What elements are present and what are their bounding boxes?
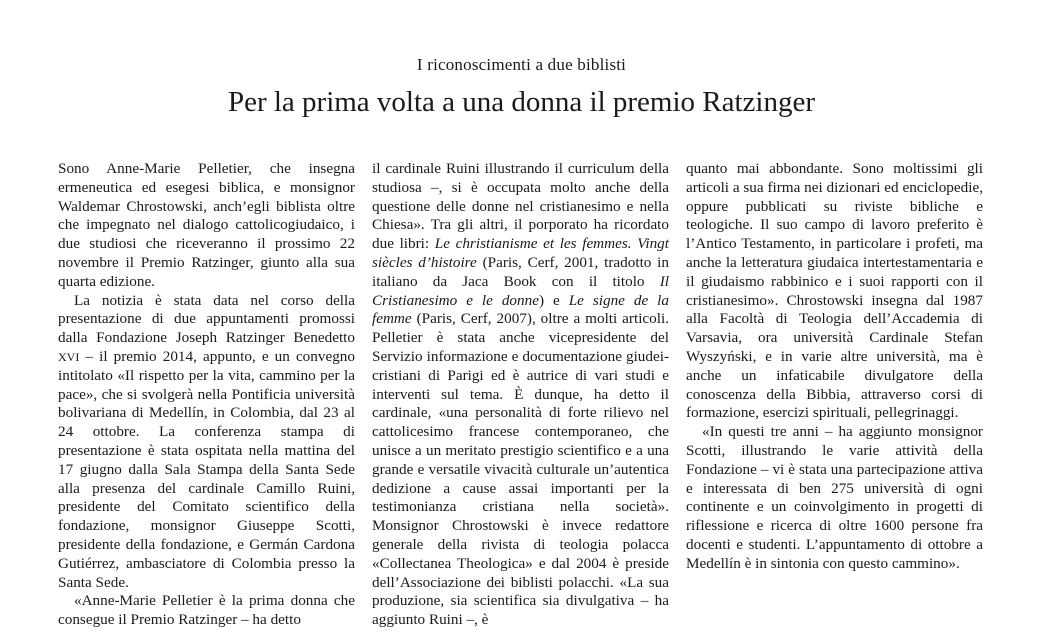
article-kicker: I riconoscimenti a due biblisti (416, 55, 627, 74)
text-run: il cardinale Ruini illustrando il curriculum della studiosa –, si è occupata molto anche della questione delle donne nel cristianesimo e nella Chiesa». Tra gli altri, il porporato ha ricordato due libri: (372, 160, 669, 253)
paragraph: «Anne-Marie Pelletier è la prima donna che consegue il Premio Ratzinger – ha detto (58, 592, 355, 629)
text-run: La notizia è stata data nel corso della presentazione di due appuntamenti promossi dalla Fondazione Joseph Ratzinger Benedetto (58, 291, 355, 347)
article-headline: Per la prima volta a una donna il premio Ratzinger (227, 86, 816, 118)
text-run: (Paris, Cerf, 2007), oltre a molti articoli. Pelletier è stata anche vicepresidente del Servizio informazione e documentazione giudei-cristiani di Parigi ed è autrice di vari studi e interventi sul tema. È dunque, ha detto il cardinale, «una personalità di forte rilievo nel cattolicesimo francese contemporaneo, che unisce a un meritato prestigio scientifico e a una grande e versatile vivacità culturale un’autentica dedizione a cause assai importanti per la testimonianza cristiana nella società». Monsignor Chrostowski è invece redattore generale della rivista di teologia polacca «Collectanea Theologica» e dal 2004 è preside dell’Associazione dei biblisti polacchi. «La sua produzione, sia scientifica sia divulgativa – ha aggiunto Ruini –, è (372, 310, 669, 629)
book-title: Il Cristianesimo e le donne (372, 272, 669, 309)
text-run: – il premio 2014, appunto, e un convegno intitolato «Il rispetto per la vita, cammino per la pace», che si svolgerà nella Pontificia università bolivariana di Medellín, in Colombia, dal 23 al 24 ottobre. La conferenza stampa di presentazione è stata ospitata nella mattina del 17 giugno dalla Sala Stampa della Santa Sede alla presenza del cardinale Camillo Ruini, presidente del Comitato scientifico della fondazione, monsignor Giuseppe Scotti, presidente della fondazione, e Germán Cardona Gutiérrez, ambasciatore di Colombia presso la Santa Sede. (58, 347, 355, 591)
paragraph: «In questi tre anni – ha aggiunto monsignor Scotti, illustrando le varie attività della Fondazione – vi è stata una partecipazione attiva e interessata di ben 275 università di ogni continente e un coinvolgimento in progetti di riflessione e ricerca di oltre 1600 persone fra docenti e studenti. L’appuntamento di ottobre a Medellín è in sintonia con questo cammino». (686, 423, 983, 572)
article-column-1 (58, 160, 355, 630)
paragraph: quanto mai abbondante. Sono moltissimi gli articoli a sua firma nei dizionari ed enciclopedie, oppure pubblicati su riviste bibliche e teologiche. Il suo campo di lavoro preferito è l’Antico Testamento, in particolare i profeti, ma anche la letteratura giudaica intertestamentaria e il giudaismo rabbinico e i suoi rapporti con il cristianesimo». Chrostowski insegna dal 1987 alla Facoltà di Teologia dell’Accademia di Varsavia, ora università Cardinale Stefan Wyszyński, e in varie altre università, ma è anche un infaticabile divulgatore della conoscenza della Bibbia, attraverso corsi di formazione, esercizi spirituali, pellegrinaggi. (686, 160, 983, 422)
paragraph: Sono Anne-Marie Pelletier, che insegna ermeneutica ed esegesi biblica, e monsignor Waldemar Chrostowski, anch’egli biblista oltre che impegnato nel dialogo cattolicogiudaico, i due studiosi che riceveranno il prossimo 22 novembre il Premio Ratzinger, giunto alla sua quarta edizione. (58, 160, 355, 290)
book-title: Le signe de la femme (372, 291, 669, 328)
paragraph (372, 160, 669, 630)
paragraph (58, 292, 355, 593)
text-run: (Paris, Cerf, 2001, tradotto in italiano da Jaca Book con il titolo (372, 253, 669, 290)
book-title: Le christianisme et les femmes. Vingt siècles d’histoire (372, 235, 669, 271)
text-run: ) e (538, 291, 569, 309)
article-column-2 (372, 160, 669, 630)
roman-numeral: XVI (58, 349, 80, 364)
article-column-3 (686, 160, 983, 574)
